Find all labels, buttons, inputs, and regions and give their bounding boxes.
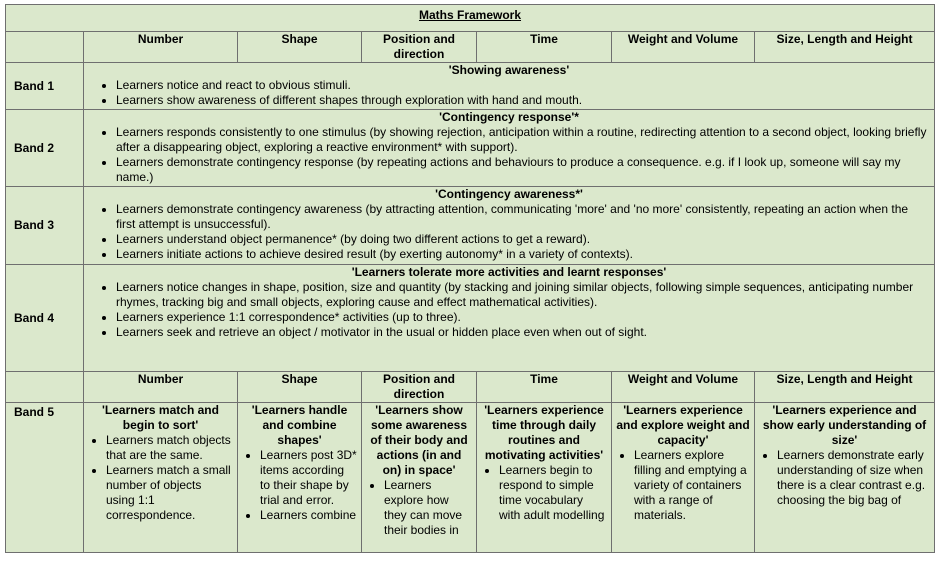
list-item: • Learners show awareness of different shapes through exploration with hand and mouth. bbox=[116, 93, 930, 108]
band-label: Band 1 bbox=[6, 63, 84, 110]
band-row bbox=[6, 63, 935, 110]
cell-heading: 'Learners experience and show early understanding of size' bbox=[762, 403, 927, 447]
column-header: Time bbox=[477, 32, 612, 63]
column-header: Number bbox=[84, 32, 238, 63]
list-item: • Learners demonstrate contingency response (by repeating actions and behaviours to produce a consequence. e.g. if I look up, someone will say my name.) bbox=[116, 155, 930, 185]
list-item: • Learners match a small number of objects using 1:1 correspondence. bbox=[106, 463, 233, 523]
band5-cell-position bbox=[362, 403, 477, 553]
band-label: Band 3 bbox=[6, 187, 84, 265]
band-list bbox=[88, 202, 930, 262]
cell-list bbox=[759, 448, 930, 508]
list-item: • Learners post 3D* items according to their shape by trial and error. bbox=[260, 448, 357, 508]
band5-cell-shape bbox=[238, 403, 362, 553]
column-header: Weight and Volume bbox=[612, 32, 755, 63]
header-empty-cell bbox=[6, 32, 84, 63]
cell-heading: 'Learners match and begin to sort' bbox=[102, 403, 219, 432]
cell-list bbox=[481, 463, 607, 523]
band-content bbox=[84, 187, 935, 265]
list-item: • Learners responds consistently to one stimulus (by showing rejection, anticipation within a routine, redirecting attention to a second object, looking briefly after a disappearing object, exploring a reactive environment* with support). bbox=[116, 125, 930, 155]
column-header: Number bbox=[84, 372, 238, 403]
band-heading: 'Learners tolerate more activities and learnt responses' bbox=[351, 265, 667, 279]
list-item: • Learners experience 1:1 correspondence* activities (up to three). bbox=[116, 310, 930, 325]
band-content bbox=[84, 265, 935, 372]
cell-heading: 'Learners handle and combine shapes' bbox=[251, 403, 348, 447]
column-header: Position and direction bbox=[362, 32, 477, 63]
framework-table bbox=[5, 4, 935, 553]
band-list bbox=[88, 78, 930, 108]
cell-list bbox=[616, 448, 750, 523]
band5-cell-number bbox=[84, 403, 238, 553]
band-label: Band 2 bbox=[6, 110, 84, 187]
cell-heading: 'Learners experience and explore weight and capacity' bbox=[616, 403, 750, 447]
list-item: • Learners understand object permanence* (by doing two different actions to get a reward). bbox=[116, 232, 930, 247]
cell-heading: 'Learners show some awareness of their body and actions (in and on) in space' bbox=[370, 403, 468, 477]
list-item: • Learners explore how they can move their bodies in bbox=[384, 478, 472, 538]
list-item: • Learners notice and react to obvious stimuli. bbox=[116, 78, 930, 93]
header-empty-cell bbox=[6, 372, 84, 403]
band5-cell-time bbox=[477, 403, 612, 553]
cell-list bbox=[366, 478, 472, 538]
column-header: Position and direction bbox=[362, 372, 477, 403]
list-item: • Learners combine bbox=[260, 508, 357, 523]
band-row bbox=[6, 265, 935, 372]
column-header: Size, Length and Height bbox=[755, 32, 935, 63]
column-header-row-repeat bbox=[6, 372, 935, 403]
column-header: Shape bbox=[238, 32, 362, 63]
band-list bbox=[88, 125, 930, 185]
list-item: • Learners seek and retrieve an object / motivator in the usual or hidden place even when out of sight. bbox=[116, 325, 930, 340]
band5-cell-weight bbox=[612, 403, 755, 553]
column-header: Size, Length and Height bbox=[755, 372, 935, 403]
band-label: Band 5 bbox=[6, 403, 84, 553]
list-item: • Learners initiate actions to achieve desired result (by exerting autonomy* in a variety of contexts). bbox=[116, 247, 930, 262]
list-item: • Learners demonstrate early understanding of size when there is a clear contrast e.g. choosing the big bag of bbox=[777, 448, 930, 508]
band-heading: 'Contingency response'* bbox=[439, 110, 579, 124]
band-heading: 'Contingency awareness*' bbox=[435, 187, 583, 201]
title-row bbox=[6, 5, 935, 32]
column-header: Shape bbox=[238, 372, 362, 403]
band-content bbox=[84, 63, 935, 110]
band-list bbox=[88, 280, 930, 340]
cell-list bbox=[88, 433, 233, 523]
band5-cell-size bbox=[755, 403, 935, 553]
list-item: • Learners match objects that are the same. bbox=[106, 433, 233, 463]
cell-list bbox=[242, 448, 357, 523]
column-header: Weight and Volume bbox=[612, 372, 755, 403]
band-heading: 'Showing awareness' bbox=[448, 63, 570, 77]
band-5-row bbox=[6, 403, 935, 553]
list-item: • Learners notice changes in shape, position, size and quantity (by stacking and joining similar objects, following simple sequences, anticipating number rhymes, tracking big and small objects, exploring cause and effect mathematical activities). bbox=[116, 280, 930, 310]
document-title: Maths Framework bbox=[6, 5, 935, 32]
list-item: • Learners explore filling and emptying a variety of containers with a range of materials. bbox=[634, 448, 750, 523]
band-label: Band 4 bbox=[6, 265, 84, 372]
band-row bbox=[6, 110, 935, 187]
cell-heading: 'Learners experience time through daily routines and motivating activities' bbox=[484, 403, 604, 462]
column-header-row bbox=[6, 32, 935, 63]
list-item: • Learners begin to respond to simple time vocabulary with adult modelling bbox=[499, 463, 607, 523]
band-row bbox=[6, 187, 935, 265]
band-content bbox=[84, 110, 935, 187]
column-header: Time bbox=[477, 372, 612, 403]
list-item: • Learners demonstrate contingency awareness (by attracting attention, communicating 'more' and 'no more' consistently, repeating an action when the first attempt is unsuccessful). bbox=[116, 202, 930, 232]
